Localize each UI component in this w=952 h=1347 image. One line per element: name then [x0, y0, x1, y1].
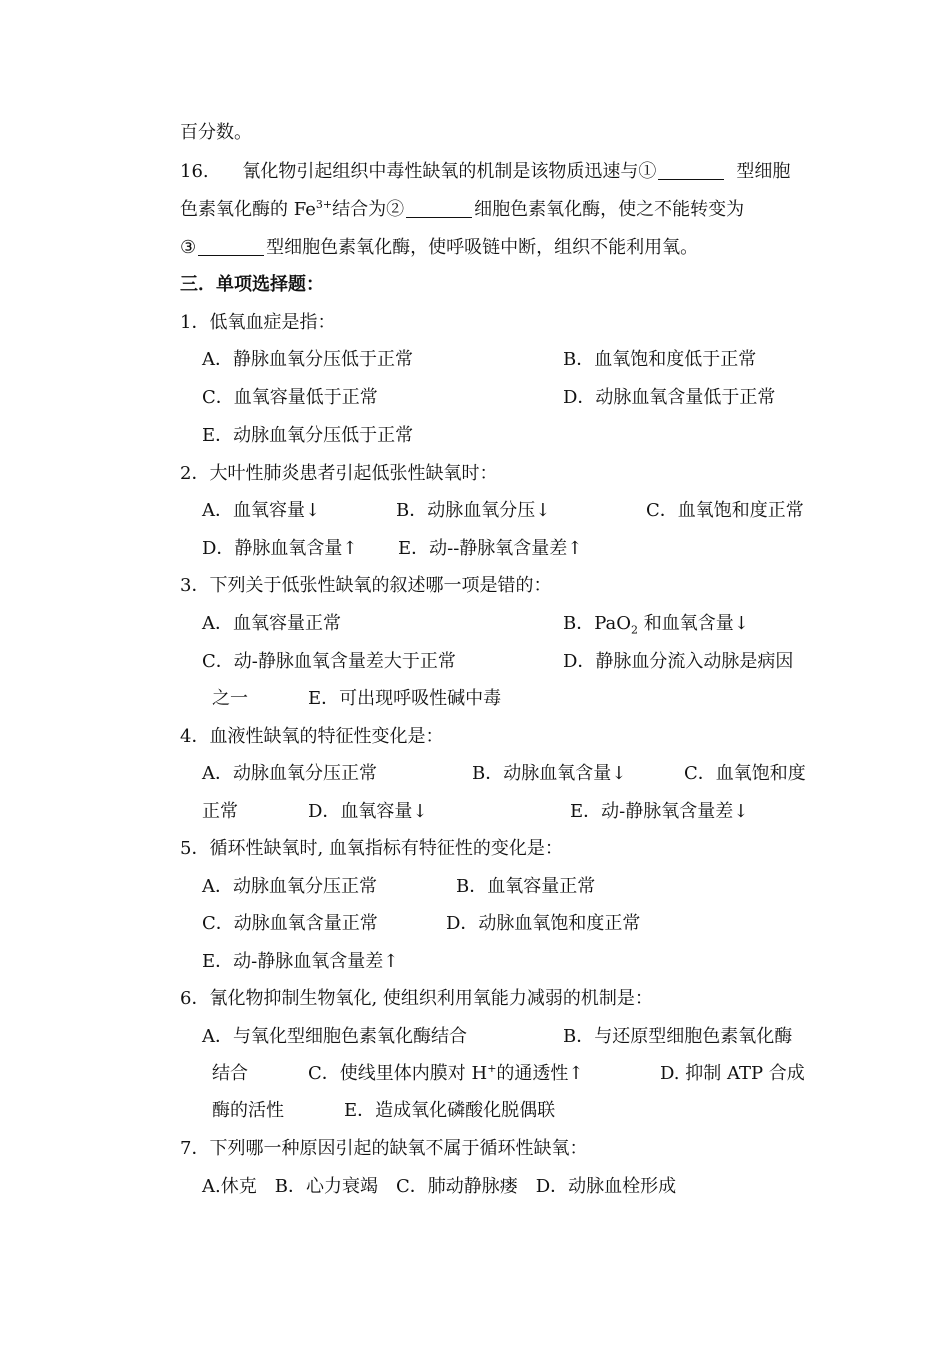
option-a[interactable]: A．动脉血氧分压正常 [202, 763, 377, 784]
option-c[interactable]: C．动-静脉血氧含量差大于正常 [202, 651, 456, 672]
option-a[interactable]: A．动脉血氧分压正常 [202, 876, 377, 897]
superscript: 3+ [315, 198, 333, 211]
question-6-stem: 6．氰化物抑制生物氧化, 使组织利用氧能力减弱的机制是： [180, 988, 653, 1009]
question-2-stem: 2．大叶性肺炎患者引起低张性缺氧时： [180, 463, 498, 484]
option-a[interactable]: A．血氧容量↓ [202, 500, 321, 521]
option-d[interactable]: D．动脉血氧含量低于正常 [563, 387, 776, 408]
question-text: 氰化物引起组织中毒性缺氧的机制是该物质迅速与① [242, 161, 657, 182]
question-text: 型细胞 [736, 161, 791, 182]
option-e[interactable]: E．可出现呼吸性碱中毒 [308, 688, 502, 709]
option-c[interactable]: C．使线里体内膜对 H+的通透性↑ [308, 1062, 584, 1084]
fill-blank-1[interactable] [658, 161, 724, 180]
section-heading: 三．单项选择题： [180, 274, 324, 295]
subscript: 2 [631, 623, 639, 637]
option-b[interactable]: B．PaO$_2$ 和血氧含量↓ [563, 613, 749, 637]
option-d[interactable]: D．静脉血氧含量↑ [202, 538, 358, 559]
option-b[interactable]: B．血氧容量正常 [456, 876, 596, 897]
text-fragment: 百分数。 [180, 122, 252, 143]
question-16-line-1 [180, 160, 810, 184]
option-b[interactable]: B．动脉血氧含量↓ [472, 763, 627, 784]
option-e[interactable]: E．动-静脉氧含量差↓ [570, 801, 749, 822]
question-7-options[interactable]: A.休克 B．心力衰竭 C．肺动静脉瘘 D．动脉血栓形成 [202, 1176, 677, 1197]
option-d[interactable]: D．动脉血氧饱和度正常 [446, 913, 641, 934]
question-4-stem: 4．血液性缺氧的特征性变化是： [180, 726, 444, 747]
fill-blank-2[interactable] [406, 199, 472, 218]
option-a[interactable]: A．静脉血氧分压低于正常 [202, 349, 413, 370]
question-text: 色素氧化酶的 $Fe^{3+}$结合为② 细胞色素氧化酶，使之不能转变为 [180, 198, 745, 220]
question-3-stem: 3．下列关于低张性缺氧的叙述哪一项是错的： [180, 575, 552, 596]
question-text: ③ [180, 237, 197, 258]
question-16-line-3 [180, 236, 810, 260]
option-b[interactable]: B．动脉血氧分压↓ [396, 500, 551, 521]
option-e[interactable]: E．动--静脉氧含量差↑ [398, 538, 583, 559]
option-c[interactable]: C．血氧饱和度正常 [646, 500, 804, 521]
option-c[interactable]: C．血氧容量低于正常 [202, 387, 378, 408]
option-c-continued: 正常 [202, 801, 238, 822]
question-7-stem: 7．下列哪一种原因引起的缺氧不属于循环性缺氧： [180, 1138, 588, 1159]
option-d[interactable]: D．血氧容量↓ [308, 801, 428, 822]
option-d-continued: 之一 [212, 688, 248, 709]
option-d[interactable]: D．静脉血分流入动脉是病因 [563, 651, 794, 672]
superscript: + [487, 1062, 497, 1075]
option-c[interactable]: C．血氧饱和度 [684, 763, 806, 784]
question-16-line-2 [180, 198, 810, 222]
option-d[interactable]: D. 抑制 ATP 合成 [660, 1063, 805, 1084]
option-a[interactable]: A．血氧容量正常 [202, 613, 341, 634]
question-1-stem: 1．低氧血症是指： [180, 312, 336, 333]
option-b[interactable]: B．血氧饱和度低于正常 [563, 349, 757, 370]
option-d-continued: 酶的活性 [212, 1100, 284, 1121]
option-b[interactable]: B．与还原型细胞色素氧化酶 [563, 1026, 793, 1047]
option-e[interactable]: E．动脉血氧分压低于正常 [202, 425, 414, 446]
option-e[interactable]: E．造成氧化磷酸化脱偶联 [344, 1100, 556, 1121]
question-number: 16. [180, 161, 209, 182]
question-text: 型细胞色素氧化酶，使呼吸链中断，组织不能利用氧。 [266, 237, 699, 258]
question-5-stem: 5．循环性缺氧时, 血氧指标有特征性的变化是： [180, 838, 563, 859]
option-b-continued: 结合 [212, 1063, 248, 1084]
option-c[interactable]: C．动脉血氧含量正常 [202, 913, 378, 934]
option-e[interactable]: E．动-静脉血氧含量差↑ [202, 951, 399, 972]
fill-blank-3[interactable] [198, 237, 264, 256]
option-a[interactable]: A．与氧化型细胞色素氧化酶结合 [202, 1026, 467, 1047]
